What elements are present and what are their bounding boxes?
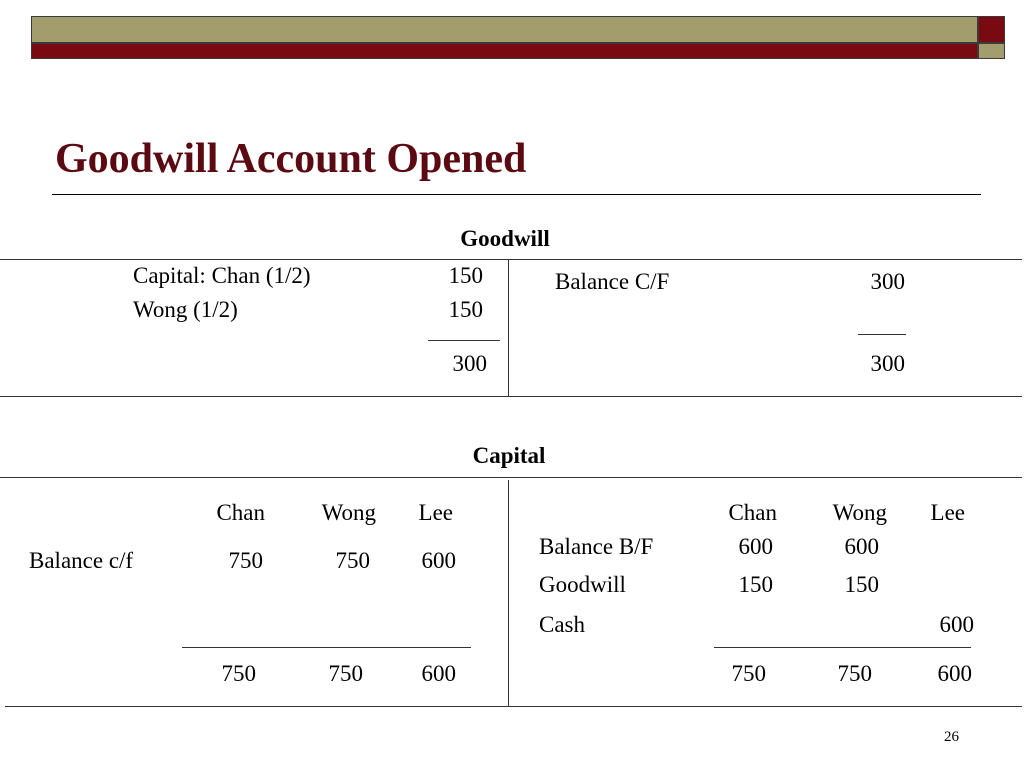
- capital-credit-cell: 150: [738, 572, 773, 597]
- goodwill-debit-total-rule: [428, 340, 500, 341]
- capital-credit-row-label: Cash: [539, 612, 585, 637]
- capital-credit-cell: 600: [844, 534, 879, 559]
- goodwill-credit-row-label: Balance C/F: [555, 269, 670, 294]
- goodwill-debit-row-amount: 150: [448, 263, 483, 288]
- goodwill-bottom-rule: [0, 396, 1022, 397]
- goodwill-credit-row-amount: 300: [870, 269, 905, 294]
- page-title: Goodwill Account Opened: [55, 136, 527, 182]
- goodwill-top-rule: [0, 259, 1022, 260]
- capital-credit-cell: 600: [939, 612, 974, 637]
- capital-credit-total-rule: [714, 647, 971, 648]
- corner-square-olive: [978, 43, 1005, 59]
- goodwill-center-rule: [508, 259, 509, 396]
- capital-debit-col-header: Wong: [321, 500, 376, 525]
- capital-top-rule: [0, 477, 1022, 478]
- capital-credit-cell: 150: [844, 572, 879, 597]
- goodwill-debit-row-label: Wong (1/2): [133, 297, 238, 322]
- goodwill-credit-total-rule: [858, 334, 906, 335]
- corner-square-maroon: [978, 16, 1005, 43]
- capital-credit-col-header: Wong: [832, 500, 887, 525]
- goodwill-credit-total: 300: [870, 351, 905, 376]
- capital-debit-col-header: Chan: [216, 500, 265, 525]
- goodwill-debit-row-label: Capital: Chan (1/2): [133, 263, 311, 288]
- capital-credit-total: 750: [837, 661, 872, 686]
- goodwill-debit-row-amount: 150: [448, 297, 483, 322]
- capital-debit-total: 750: [221, 661, 256, 686]
- capital-credit-total: 600: [937, 661, 972, 686]
- goodwill-heading: Goodwill: [460, 226, 550, 251]
- capital-credit-col-header: Lee: [930, 500, 965, 525]
- goodwill-debit-total: 300: [452, 351, 487, 376]
- capital-credit-total: 750: [731, 661, 766, 686]
- capital-debit-col-header: Lee: [418, 500, 453, 525]
- capital-debit-cell: 750: [228, 548, 263, 573]
- capital-credit-row-label: Goodwill: [539, 572, 626, 597]
- capital-debit-cell: 600: [421, 548, 456, 573]
- title-divider: [52, 194, 981, 195]
- capital-center-rule: [508, 480, 509, 706]
- capital-bottom-rule: [5, 706, 1022, 707]
- capital-credit-cell: 600: [738, 534, 773, 559]
- capital-debit-cell: 750: [335, 548, 370, 573]
- header-bar-maroon: [31, 43, 978, 59]
- capital-heading: Capital: [472, 443, 546, 468]
- capital-debit-total: 600: [421, 661, 456, 686]
- capital-debit-total-rule: [182, 647, 471, 648]
- header-bar-olive: [31, 16, 978, 43]
- page-number: 26: [944, 729, 959, 745]
- capital-debit-total: 750: [328, 661, 363, 686]
- capital-debit-row-label: Balance c/f: [29, 548, 134, 573]
- capital-credit-col-header: Chan: [728, 500, 777, 525]
- capital-credit-row-label: Balance B/F: [539, 534, 654, 559]
